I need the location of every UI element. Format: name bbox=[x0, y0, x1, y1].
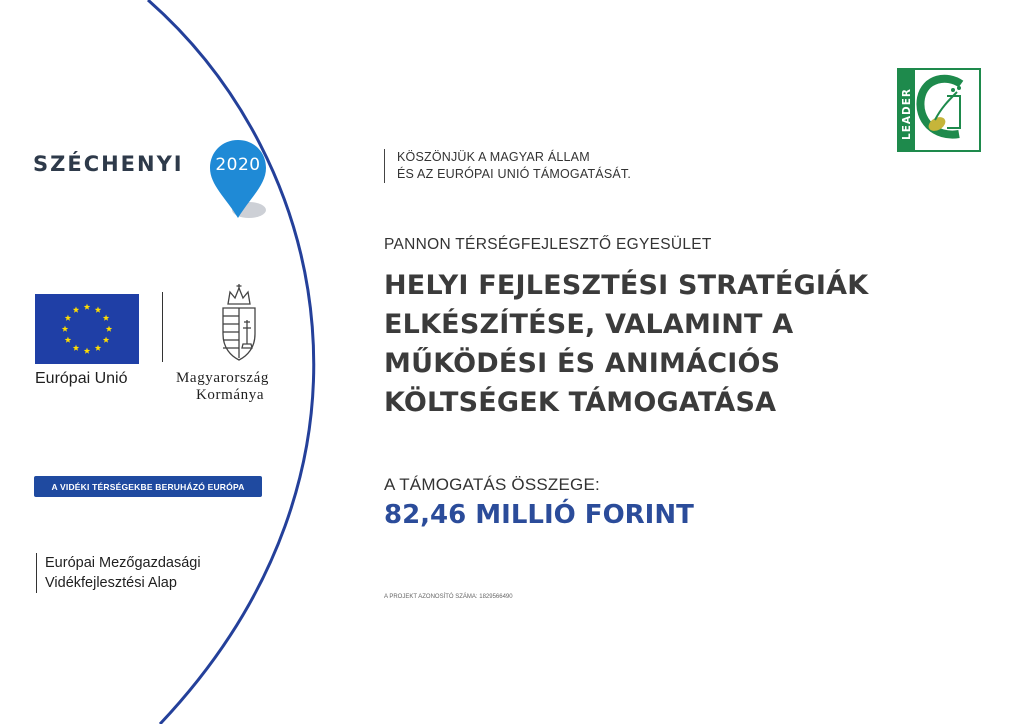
szechenyi-year: 2020 bbox=[215, 155, 261, 175]
project-headline bbox=[384, 266, 984, 422]
leader-text: LEADER bbox=[901, 88, 913, 140]
project-id: A PROJEKT AZONOSÍTÓ SZÁMA: 1829566490 bbox=[384, 594, 513, 600]
eafrd-line-1: Európai Mezőgazdasági bbox=[45, 555, 201, 571]
headline-line: KÖLTSÉGEK TÁMOGATÁSA bbox=[384, 387, 777, 418]
europe-badge: A VIDÉKI TÉRSÉGEKBE BERUHÁZÓ EURÓPA bbox=[34, 476, 262, 497]
government-line-2: Kormánya bbox=[196, 387, 265, 403]
coat-of-arms-icon bbox=[218, 284, 260, 362]
eafrd-label bbox=[36, 553, 201, 593]
government-line-1: Magyarország bbox=[176, 370, 269, 386]
eafrd-line-2: Vidékfejlesztési Alap bbox=[45, 575, 177, 591]
support-amount-label: A TÁMOGATÁS ÖSSZEGE: bbox=[384, 475, 600, 494]
headline-line: ELKÉSZÍTÉSE, VALAMINT A bbox=[384, 309, 794, 340]
thanks-text bbox=[384, 149, 631, 183]
thanks-line-1: KÖSZÖNJÜK A MAGYAR ÁLLAM bbox=[397, 150, 590, 164]
logo-divider bbox=[162, 292, 163, 362]
support-amount: 82,46 MILLIÓ FORINT bbox=[384, 500, 694, 530]
eu-flag-icon bbox=[35, 294, 139, 364]
headline-line: HELYI FEJLESZTÉSI STRATÉGIÁK bbox=[384, 270, 869, 301]
organization-name: PANNON TÉRSÉGFEJLESZTŐ EGYESÜLET bbox=[384, 236, 712, 253]
map-pin-icon bbox=[205, 138, 275, 220]
szechenyi-wordmark: SZÉCHENYI bbox=[33, 152, 184, 176]
thanks-line-2: ÉS AZ EURÓPAI UNIÓ TÁMOGATÁSÁT. bbox=[397, 167, 632, 181]
headline-line: MŰKÖDÉSI ÉS ANIMÁCIÓS bbox=[384, 348, 781, 379]
leader-logo bbox=[897, 68, 981, 152]
eu-label: Európai Unió bbox=[35, 370, 128, 387]
